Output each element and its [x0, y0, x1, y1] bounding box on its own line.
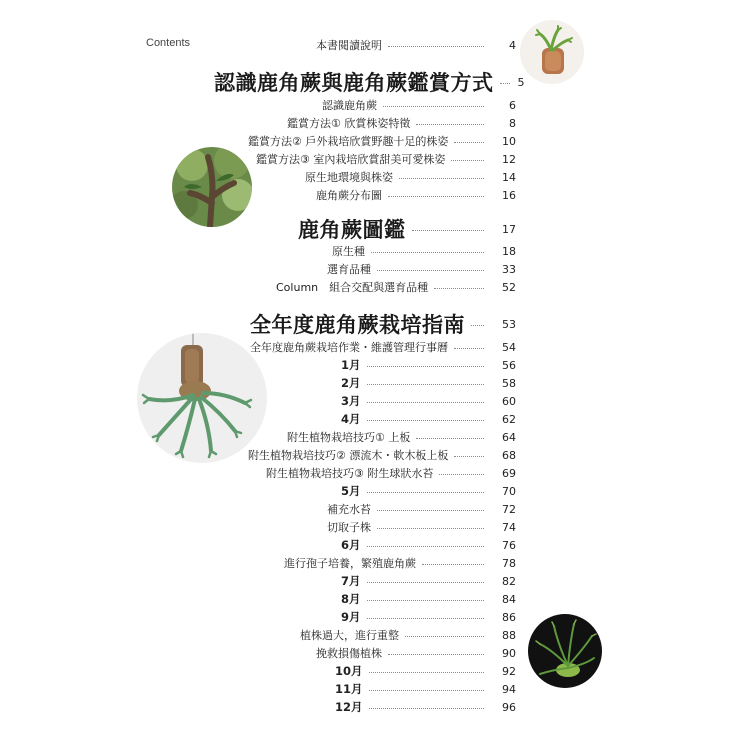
- toc-section-heading[interactable]: [298, 215, 516, 243]
- leader-dots: [367, 384, 484, 385]
- toc-entry-page: 92: [502, 664, 516, 678]
- toc-entry-page: 62: [502, 412, 516, 426]
- toc-month-entry[interactable]: [341, 483, 516, 499]
- leader-dots: [367, 582, 484, 583]
- toc-section-title: 認識鹿角蕨與鹿角蕨鑑賞方式: [214, 71, 494, 95]
- leader-dots: [388, 654, 484, 655]
- leader-dots: [454, 142, 484, 143]
- toc-entry[interactable]: [266, 465, 516, 481]
- leader-dots: [369, 690, 484, 691]
- toc-entry-page: 74: [502, 520, 516, 534]
- toc-month-title: 2月: [341, 376, 361, 390]
- toc-entry-page: 16: [502, 188, 516, 202]
- toc-entry[interactable]: [256, 151, 516, 167]
- toc-entry-title: 鑑賞方法② 戶外栽培欣賞野趣十足的株姿: [248, 135, 449, 148]
- toc-entry-page: 56: [502, 358, 516, 372]
- leader-dots: [500, 83, 510, 84]
- toc-entry[interactable]: [322, 97, 516, 113]
- toc-entry[interactable]: [327, 501, 516, 517]
- toc-entry-page: 90: [502, 646, 516, 660]
- toc-section-title: 鹿角蕨圖鑑: [298, 218, 406, 242]
- toc-month-entry[interactable]: [341, 591, 516, 607]
- toc-entry-title: 挽救損傷植株: [316, 647, 382, 660]
- toc-entry-page: 60: [502, 394, 516, 408]
- leader-dots: [422, 564, 484, 565]
- toc-section-title: 全年度鹿角蕨栽培指南: [250, 313, 465, 337]
- toc-entry-page: 94: [502, 682, 516, 696]
- toc-section-page: 53: [502, 317, 516, 331]
- staghorn-fern-photo-dark: [528, 614, 602, 688]
- leader-dots: [369, 708, 484, 709]
- toc-entry-title: 進行孢子培養，繁殖鹿角蕨: [284, 557, 416, 570]
- leader-dots: [388, 196, 484, 197]
- toc-entry-page: 10: [502, 134, 516, 148]
- staghorn-fern-photo-top: [520, 20, 584, 84]
- toc-entry-page: 82: [502, 574, 516, 588]
- toc-entry-page: 18: [502, 244, 516, 258]
- leader-dots: [434, 288, 484, 289]
- toc-month-title: 4月: [341, 412, 361, 426]
- toc-entry[interactable]: [284, 555, 516, 571]
- toc-entry[interactable]: [316, 645, 516, 661]
- toc-entry-title: 鑑賞方法① 欣賞株姿特徵: [287, 117, 411, 130]
- leader-dots: [383, 106, 484, 107]
- leader-dots: [388, 46, 484, 47]
- toc-entry-page: 14: [502, 170, 516, 184]
- toc-month-title: 10月: [335, 664, 363, 678]
- toc-entry-title: 切取子株: [327, 521, 371, 534]
- toc-section-page: 17: [502, 222, 516, 236]
- toc-month-entry[interactable]: [335, 681, 516, 697]
- toc-month-title: 7月: [341, 574, 361, 588]
- toc-entry-page: 33: [502, 262, 516, 276]
- toc-entry-page: 72: [502, 502, 516, 516]
- toc-entry-title: 原生種: [332, 245, 365, 258]
- leader-dots: [439, 474, 484, 475]
- leader-dots: [377, 270, 484, 271]
- toc-entry[interactable]: [276, 279, 516, 295]
- leader-dots: [454, 348, 484, 349]
- leader-dots: [367, 546, 484, 547]
- toc-month-title: 9月: [341, 610, 361, 624]
- toc-entry-title: 原生地環境與株姿: [305, 171, 393, 184]
- toc-entry-title: 鑑賞方法③ 室內栽培欣賞甜美可愛株姿: [256, 153, 446, 166]
- toc-entry-title: 植株過大，進行重整: [300, 629, 399, 642]
- toc-month-title: 12月: [335, 700, 363, 714]
- toc-entry-page: 68: [502, 448, 516, 462]
- toc-entry-title: 全年度鹿角蕨栽培作業・維護管理行事曆: [250, 341, 448, 354]
- toc-entry-page: 96: [502, 700, 516, 714]
- toc-entry-title: 本書閱讀說明: [316, 39, 382, 52]
- toc-month-title: 3月: [341, 394, 361, 408]
- toc-month-title: 8月: [341, 592, 361, 606]
- leader-dots: [367, 492, 484, 493]
- toc-month-entry[interactable]: [341, 375, 516, 391]
- toc-month-entry[interactable]: [335, 663, 516, 679]
- toc-entry-page: 4: [509, 38, 516, 52]
- toc-entry-page: 78: [502, 556, 516, 570]
- toc-entry-page: 70: [502, 484, 516, 498]
- toc-entry-page: 54: [502, 340, 516, 354]
- toc-month-entry[interactable]: [341, 357, 516, 373]
- toc-entry[interactable]: [332, 243, 516, 259]
- toc-month-entry[interactable]: [341, 609, 516, 625]
- toc-entry[interactable]: [248, 133, 516, 149]
- toc-entry[interactable]: [287, 115, 516, 131]
- toc-entry-title: 附生植物栽培技巧③ 附生球狀水苔: [266, 467, 434, 480]
- toc-entry-title: 鹿角蕨分布圖: [316, 189, 382, 202]
- toc-entry-page: 76: [502, 538, 516, 552]
- leader-dots: [451, 160, 484, 161]
- toc-entry-title: 認識鹿角蕨: [322, 99, 377, 112]
- toc-month-title: 1月: [341, 358, 361, 372]
- toc-section-heading[interactable]: [250, 310, 516, 338]
- toc-month-title: 6月: [341, 538, 361, 552]
- leader-dots: [471, 325, 484, 326]
- leader-dots: [369, 672, 484, 673]
- toc-section-heading[interactable]: [214, 68, 525, 96]
- toc-entry[interactable]: [287, 429, 516, 445]
- leader-dots: [367, 600, 484, 601]
- toc-month-entry[interactable]: [341, 573, 516, 589]
- toc-entry-page: 64: [502, 430, 516, 444]
- leader-dots: [416, 124, 484, 125]
- toc-month-title: 11月: [335, 682, 363, 696]
- toc-entry-page: 86: [502, 610, 516, 624]
- contents-label: Contents: [146, 37, 191, 49]
- leader-dots: [367, 420, 484, 421]
- leader-dots: [377, 528, 484, 529]
- toc-entry-title: 補充水苔: [327, 503, 371, 516]
- toc-month-title: 5月: [341, 484, 361, 498]
- toc-entry[interactable]: [316, 37, 516, 53]
- toc-entry[interactable]: [327, 519, 516, 535]
- toc-entry-page: 69: [502, 466, 516, 480]
- leader-dots: [399, 178, 484, 179]
- leader-dots: [416, 438, 484, 439]
- toc-entry[interactable]: [305, 169, 516, 185]
- leader-dots: [367, 618, 484, 619]
- toc-entry-title: Column 組合交配與選育品種: [276, 281, 429, 294]
- toc-entry-title: 附生植物栽培技巧① 上板: [287, 431, 411, 444]
- toc-entry-page: 12: [502, 152, 516, 166]
- toc-entry-page: 88: [502, 628, 516, 642]
- toc-entry-page: 8: [509, 116, 516, 130]
- leader-dots: [412, 230, 485, 231]
- toc-month-entry[interactable]: [335, 699, 516, 715]
- toc-month-entry[interactable]: [341, 537, 516, 553]
- toc-section-page: 5: [517, 75, 525, 89]
- toc-entry-title: 附生植物栽培技巧② 漂流木・軟木板上板: [248, 449, 449, 462]
- toc-entry[interactable]: [316, 187, 516, 203]
- toc-month-entry[interactable]: [341, 411, 516, 427]
- leader-dots: [367, 402, 484, 403]
- toc-entry-page: 6: [509, 98, 516, 112]
- toc-entry[interactable]: [250, 339, 516, 355]
- toc-entry-page: 52: [502, 280, 516, 294]
- leader-dots: [371, 252, 484, 253]
- leader-dots: [367, 366, 484, 367]
- staghorn-fern-photo-tree: [172, 147, 252, 227]
- toc-month-entry[interactable]: [341, 393, 516, 409]
- toc-entry[interactable]: [327, 261, 516, 277]
- leader-dots: [405, 636, 484, 637]
- toc-entry-page: 58: [502, 376, 516, 390]
- leader-dots: [454, 456, 484, 457]
- leader-dots: [377, 510, 484, 511]
- toc-entry-title: 選育品種: [327, 263, 371, 276]
- toc-entry-page: 84: [502, 592, 516, 606]
- toc-entry[interactable]: [300, 627, 516, 643]
- toc-entry[interactable]: [248, 447, 516, 463]
- staghorn-fern-photo-mounted: [137, 333, 267, 463]
